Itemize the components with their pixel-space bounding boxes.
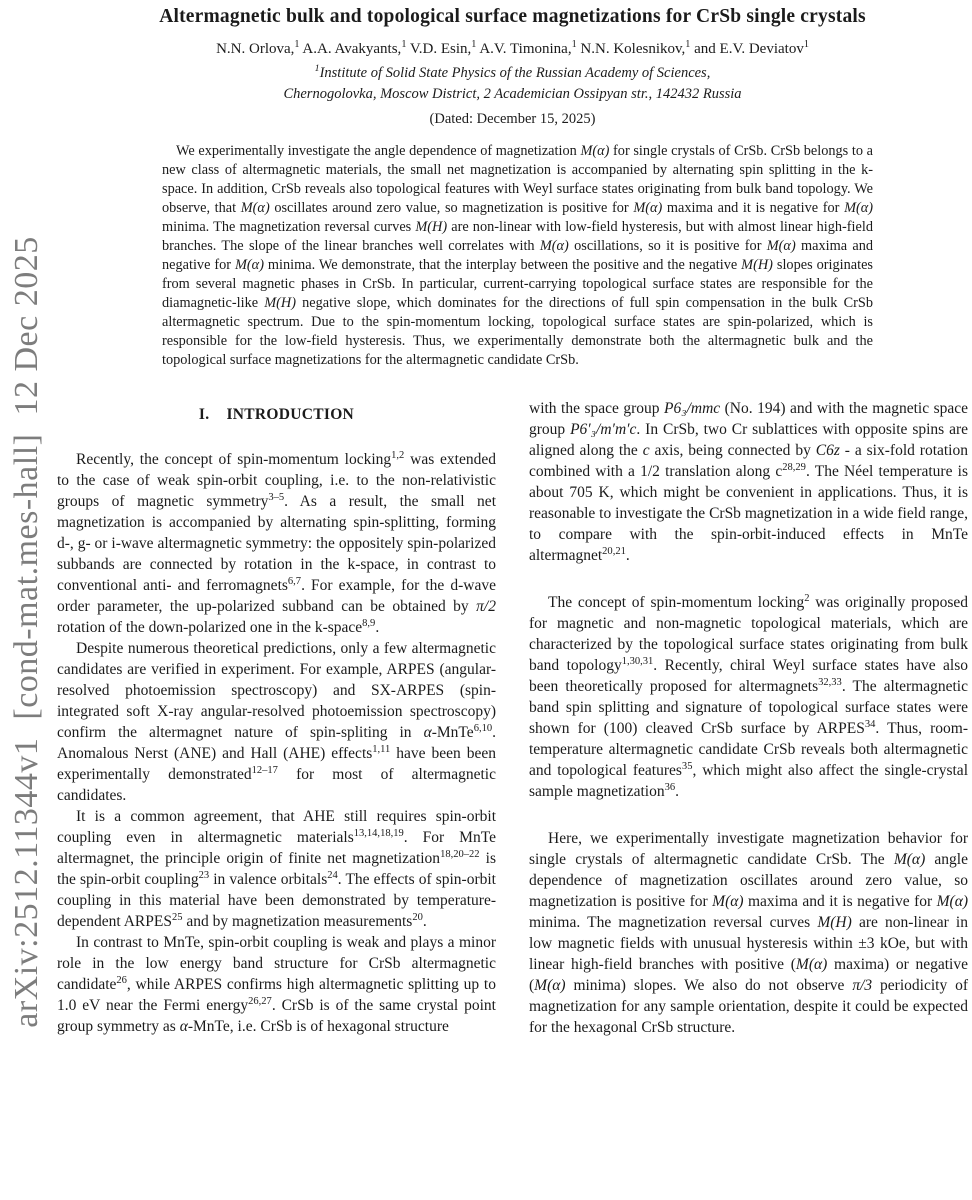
right-paragraph-2: The concept of spin-momentum locking$^2$ was originally proposed for magnetic and non-magnetic topological materials, which are characterized by the topological surface states originating from bulk band topology$^{1,30,31}$. Recently, chiral Weyl surface states have also been theoretically proposed for altermagnets$^{32,33}$. The altermagnetic band spin splitting and signature of topological surface states were shown for (100) cleaved CrSb surface by ARPES$^{34}$. Thus, room-temperature altermagnetic candidate CrSb reveals both altermagnetic and topological features$^{35}$, which might also affect the single-crystal sample magnetization$^{36}$.	[529, 592, 968, 801]
right-paragraph-1: with the space group P6₃/mmc (No. 194) and with the magnetic space group P6′₃/m′m′c. In CrSb, two Cr sublattices with opposite spins are aligned along the c axis, being connected by C6z - a six-fold rotation combined with a 1/2 translation along $c^{28,29}$. The Néel temperature is about 705 K, which might be convenient in applications. Thus, it is reasonable to investigate the CrSb magnetization in a wide field range, to compare with the spin-orbit-induced effects in MnTe altermagnet$^{20,21}$.	[529, 400, 968, 565]
abstract-text: We experimentally investigate the angle dependence of magnetization M(α) for single crystals of CrSb. CrSb belongs to a new class of altermagnetic materials, the small net magnetization is accompanied by alternating spin splitting in the k-space. In addition, CrSb reveals also topological features with Weyl surface states originating from bulk band topology. We observe, that M(α) oscillates around zero value, so magnetization is positive for M(α) maxima and it is negative for M(α) minima. The magnetization reversal curves M(H) are non-linear with low-field hysteresis, but with almost linear high-field branches. The slope of the linear branches well correlates with M(α) oscillations, so it is positive for M(α) maxima and negative for M(α) minima. We demonstrate, that the interplay between the positive and the negative M(H) slopes originates from several magnetic phases in CrSb. In particular, current-carrying topological surface states are responsible for the diamagnetic-like M(H) negative slope, which dominates for the directions of full spin compensation in the bulk CrSb altermagnetic spectrum. Due to the spin-momentum locking, topological surface states are spin-polarized, which is responsible for the low-field hysteresis. Thus, we experimentally demonstrate both the altermagnetic bulk and the topological surface magnetizations for the altermagnetic candidate CrSb.	[162, 143, 874, 369]
affiliation-line-2: Chernogolovka, Moscow District, 2 Academician Ossipyan str., 142432 Russia	[283, 86, 742, 103]
affiliation-line-1: $^1$Institute of Solid State Physics of the Russian Academy of Sciences,	[314, 63, 711, 81]
arxiv-watermark-text: arXiv:2512.11344v1 [cond-mat.mes-hall] 12 Dec 2025	[8, 236, 45, 1028]
intro-paragraph-4: In contrast to MnTe, spin-orbit coupling is weak and plays a minor role in the low energy band structure for CrSb altermagnetic candidate$^{26}$, while ARPES confirms high altermagnetic splitting up to 1.0 eV near the Fermi energy$^{26,27}$. CrSb is of the same crystal point group symmetry as α-MnTe, i.e. CrSb is of hexagonal structure	[57, 934, 496, 1036]
date-line: (Dated: December 15, 2025)	[429, 111, 596, 128]
right-paragraph-3: Here, we experimentally investigate magnetization behavior for single crystals of altermagnetic candidate CrSb. The M(α) angle dependence of magnetization oscillates around zero value, so magnetization is positive for M(α) maxima and it is negative for M(α) minima. The magnetization reversal curves M(H) are non-linear in low magnetic fields with unusual hysteresis within ±3 kOe, but with linear high-field branches with positive (M(α) maxima) or negative (M(α) minima) slopes. We also do not observe π/3 periodicity of magnetization for any sample orientation, despite it could be expected for the hexagonal CrSb structure.	[529, 830, 969, 1037]
right-column	[529, 398, 968, 1038]
section-number: I.	[198, 406, 210, 424]
intro-paragraph-1: Recently, the concept of spin-momentum locking$^{1,2}$ was extended to the case of weak spin-orbit coupling, i.e. to the non-relativistic groups of magnetic symmetry$^{3-5}$. As a result, the small net magnetization is accompanied by alternating spin-splitting, forming d-, g- or i-wave altermagnetic symmetry: the oppositely spin-polarized subbands are connected by rotation in the k-space, in contrast to conventional anti- and ferromagnets$^{6,7}$. For example, for the d-wave order parameter, the up-polarized subband can be obtained by π/2 rotation of the down-polarized one in the k-space$^{8,9}$.	[57, 449, 496, 637]
author-list: N.N. Orlova,$^1$ A.A. Avakyants,$^1$ V.D. Esin,$^1$ A.V. Timonina,$^1$ N.N. Kolesnikov,$^1$ and E.V. Deviatov$^1$	[216, 39, 809, 57]
paper-title: Altermagnetic bulk and topological surface magnetizations for CrSb single crystals	[159, 6, 866, 27]
intro-paragraph-3: It is a common agreement, that AHE still requires spin-orbit coupling even in altermagnetic materials$^{13,14,18,19}$. For MnTe altermagnet, the principle origin of finite net magnetization$^{18,20-22}$ is the spin-orbit coupling$^{23}$ in valence orbitals$^{24}$. The effects of spin-orbit coupling in this material have been demonstrated by temperature-dependent ARPES$^{25}$ and by magnetization measurements$^{20}$.	[57, 808, 496, 931]
two-column-body	[57, 398, 968, 1038]
left-column	[57, 398, 496, 1038]
paper-content	[57, 0, 968, 1038]
section-title: INTRODUCTION	[226, 406, 355, 424]
affiliation	[57, 63, 968, 105]
intro-paragraph-2: Despite numerous theoretical predictions, only a few altermagnetic candidates are verified in experiment. For example, ARPES (angular-resolved photoemission spectroscopy) and SX-ARPES (spin-integrated soft X-ray angular-resolved photoemission spectroscopy) confirm the altermagnet nature of spin-spliting in α-MnTe$^{6,10}$. Anomalous Nerst (ANE) and Hall (AHE) effects$^{1,11}$ have been been experimentally demonstrated$^{12-17}$ for most of altermagnetic candidates.	[57, 640, 497, 805]
section-heading-introduction	[57, 404, 496, 425]
